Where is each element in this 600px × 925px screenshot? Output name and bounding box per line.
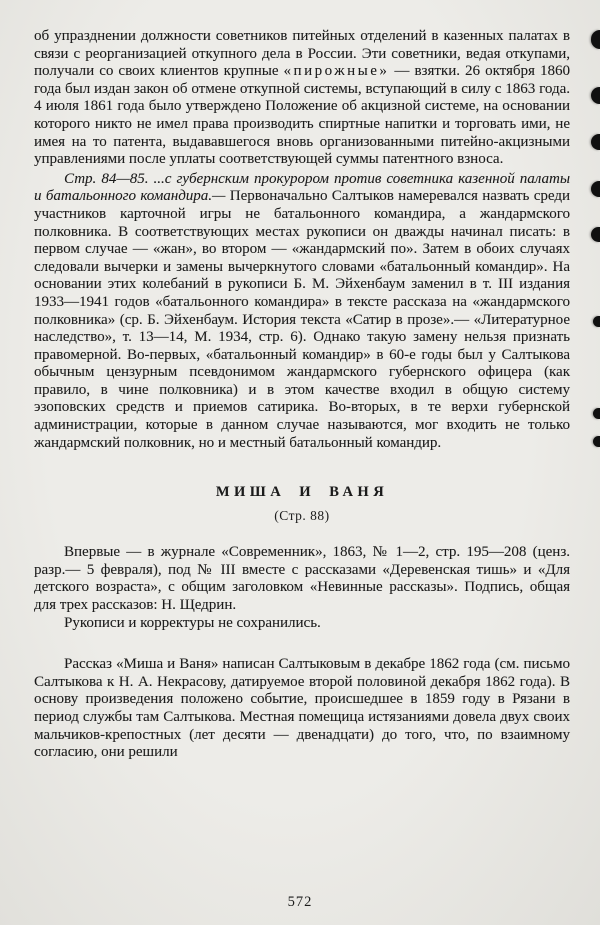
section-page-ref: (Стр. 88) (274, 508, 330, 524)
paragraph-note-pages-84-85 (34, 171, 570, 453)
scan-artifact (591, 87, 600, 104)
scan-artifact (593, 436, 600, 447)
text-segment: Рассказ «Миша и Ваня» написан Салтыковым в декабре 1862 года (см. письмо Салтыкова к Н. А. Некрасову, датируемое второй половиной декабря 1862 года). В основу произведения положено событие, происшедшее в 1859 году в Рязани в период службы там Салтыкова. Местная помещица истязаниями довела двух своих мальчиков-крепостных (лет десяти — двенадцати) до того, что, по взаимному согласию, они решили (34, 656, 570, 761)
scan-artifact (593, 408, 600, 419)
paragraph-continuation-excise-reform (34, 28, 570, 169)
text-segment: Впервые — в журнале «Современник», 1863, № 1—2, стр. 195—208 (ценз. разр.— 5 февраля), под № III вместе с рассказами «Деревенская тишь» и «Для детского возраста», с общим заголовком «Невинные рассказы». Подпись, общая для трех рассказов: Н. Щедрин. (34, 544, 570, 614)
paragraph-story-origin (34, 656, 570, 762)
paragraph-first-publication (34, 544, 570, 614)
text-segment: об упразднении должности советников питейных отделений в казенных палатах в связи с реорганизацией откупного дела в России. Эти советники, ведая откупами, получали со своих клиентов крупные (34, 28, 570, 80)
scan-artifact (591, 181, 600, 197)
scan-artifact (591, 227, 600, 242)
text-segment: «пирожные» (283, 63, 390, 80)
text-segment: Рукописи и корректуры не сохранились. (64, 614, 321, 631)
text-segment: Первоначально Салтыков намеревался назвать среди участников карточной игры не батальонного командира, а жандармского полковника. В соответствующих местах рукописи он дважды начинал писать: в первом случае — «жан», во втором — «жандармский по». Затем в обоих случаях следовали вычерки и замены вычеркнутого словами «батальонный командир». На основании этих колебаний в рукописи Б. М. Эйхенбаум заменил в т. III издания 1933—1941 годов «батальонного командира» в тексте рассказа на «жандармского полковника» (ср. Б. Эйхенбаум. История текста «Сатир в прозе».— «Литературное наследство», т. 13—14, М. 1934, стр. 6). Однако такую замену нельзя признать правомерной. Во-первых, «батальонный командир» в 60-е годы был у Салтыкова обычным цензурным псевдонимом жандармского губернского офицера (как правило, в чине полковника) и в этом качестве входил в общую систему эзоповских средств и приемов сатирика. Во-вторых, в те верхи губернской администрации, которые в данном случае называются, мог входить не только жандармский полковник, но и местный батальонный командир. (34, 188, 570, 451)
text-segment: Стр. 84—85. ...с губернским прокурором против советника казенной палаты и батальонного командира.— (34, 170, 570, 205)
paragraph-manuscripts (34, 615, 570, 633)
page-number: 572 (287, 894, 313, 910)
scan-artifact (591, 30, 600, 49)
text-segment: — взятки. 26 октября 1860 года был издан закон об отмене откупной системы, вступающий в силу с 1863 года. 4 июля 1861 года было утверждено Положение об акцизной системе, на основании которого никто не имел права производить спиртные напитки и торговать ими, не имея на то патента, выдававшегося вновь организованными питейно-акцизными управлениями после уплаты соответствующей суммы патентного взноса. (34, 63, 571, 168)
scan-artifact (591, 134, 600, 150)
section-title: МИША И ВАНЯ (215, 484, 389, 501)
scan-artifact (593, 316, 600, 327)
